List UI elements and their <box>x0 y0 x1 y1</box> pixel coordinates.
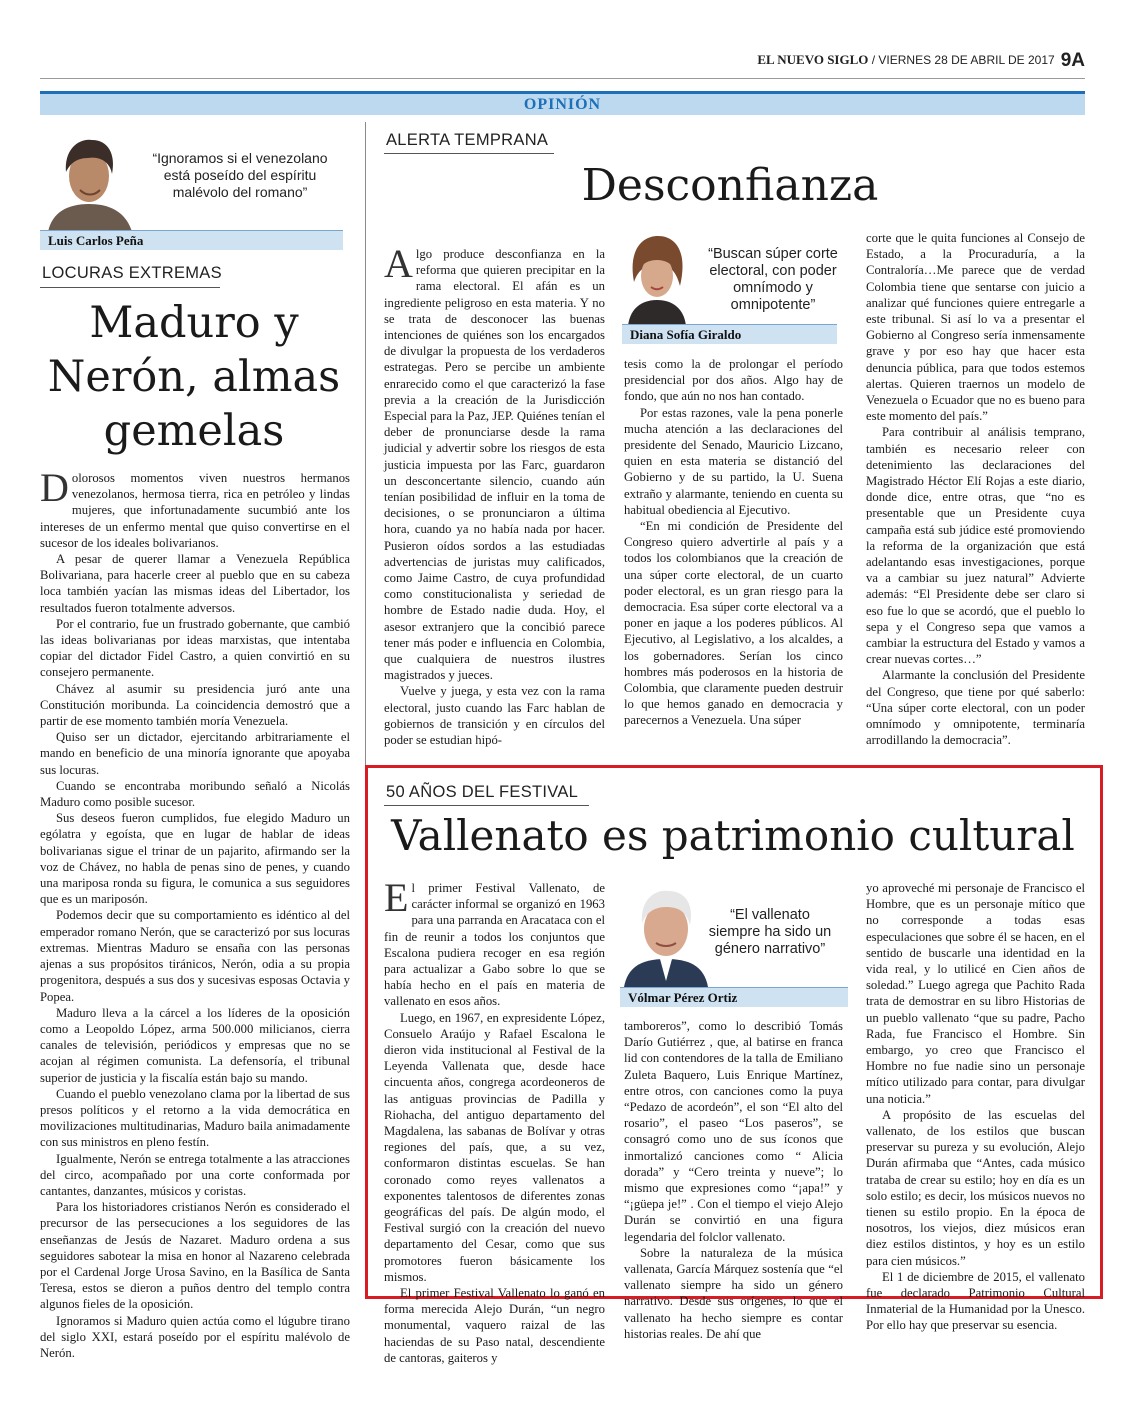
paragraph: Cuando se encontraba moribundo señaló a Nicolás Maduro como posible sucesor. <box>40 778 350 810</box>
paragraph: “En mi condición de Presidente del Congreso quiero advertirle al país y a todos los colombianos que la creación de una súper corte electoral, de un cuarto poder electoral, es un gran riesgo para la democracia. Esa súper corte electoral va a poner en jaque a los poderes públicos. Al Ejecutivo, al Legislativo, a los alcaldes, a los gobernadores. Serían los cinco hombres más poderosos en la historia de Colombia, que claramente pueden destruir lo que hemos ganado en democracia y parecernos a Venezuela. Una súper <box>624 519 843 728</box>
paragraph: A pesar de querer llamar a Venezuela República Bolivariana, para hacerle creer al pueblo que en su cabeza loca también yacían las mismas ideas del Libertador, los resultados fueron totalmente adversos. <box>40 552 350 615</box>
paragraph: Algo produce desconfianza en la reforma que quieren precipitar en la rama electoral. El afán es un ingrediente peligroso en esta materia. Y no se trata de desconocer las buenas intenciones de quiénes son los encargados de divulgar la propuesta de los verdaderos estrategas. Pero se percibe un ambiente enrarecido como el que caracterizó la fase previa a la creación de la Jurisdicción Especial para la Paz, JEP. Quiénes tenían el deber de pronunciarse desde la rama judicial y advertir sobre los riesgos de esta justicia impuesta por las Farc, guardaron un desconcertante silencio, cuando aún tenían posibilidad de influir en la toma de decisiones, o se pronunciaron a última hora, cuando ya no había nada por hacer. Pusieron oídos sordos a las estudiadas advertencias de juristas muy calificados, como Jaime Castro, de cuya profundidad como constitucionalista y seriedad de hombre de Estado nadie duda. Hoy, el asesor extranjero que la concibió parece tener más poder e influencia en Colombia, que cualquiera de nuestros ilustres magistrados y jueces. <box>384 241 605 683</box>
paragraph: Quiso ser un dictador, ejercitando arbitrariamente el mando en beneficio de una minoría ignorante que apoyaba sus locuras. <box>40 730 350 777</box>
page-number: 9A <box>1060 50 1085 71</box>
paragraph: Vuelve y juega, y esta vez con la rama electoral, justo cuando las Farc hablan de gobiernos de transición y en círculos del poder se estudian hipó- <box>384 684 605 748</box>
paragraph: Cuando el pueblo venezolano clama por la libertad de sus presos políticos y el retorno a la vida democrática en movilizaciones multitudinarias, Maduro baila animadamente con sus ministros en pleno festín. <box>40 1086 350 1150</box>
paragraph: corte que le quita funciones al Consejo de Estado, a la Procuraduría, a la Contraloría…Me parece que de verdad Colombia tiene que sentarse con juicio a analizar qué funciones quiere entregarle a este tribunal. Si así lo va a presentar el Gobierno al Congreso sería inmensamente grave y por eso hay que hacer esta denuncia pública, para que todos estemos alertas. Quieren traernos un modelo de Venezuela o Ecuador que no es bueno para este momento del país.” <box>866 231 1085 424</box>
kicker-underline <box>40 287 220 288</box>
article-body-bottom-col3 <box>866 880 1085 1333</box>
paragraph: Ignoramos si Maduro quien actúa como el lúgubre tirano del siglo XXI, estará poseído por el espíritu malévolo de Nerón. <box>40 1313 350 1360</box>
paragraph: Para los historiadores cristianos Nerón es considerado el precursor de las persecuciones a los seguidores de las enseñanzas de Jesús de Nazaret. Maduro ordena a sus seguidores sabotear la misa en honor al Nazareno celebrada por el Cardenal Jorge Urosa Savino, en la Basílica de Santa Teresa, estos se dieron a puños dentro del templo contra algunos fieles de la oposición. <box>40 1200 350 1312</box>
paragraph: Igualmente, Nerón se entrega totalmente a las atracciones del circo, acompañado por una corte conformada por cantantes, danzantes, músicos y coristas. <box>40 1151 350 1198</box>
paragraph: A propósito de las escuelas del vallenato, de los estilos que buscan preservar su pureza y su evolución, Alejo Durán afirmaba que “Antes, cada músico trataba de crear su estilo; hoy en día es un solo estilo; es decir, los músicos nuevos no tienen su estilo propio. En la época de nosotros, los viejos, diez músicos eran diez estilos distintos, y hoy es un estilo para cien músicos.” <box>866 1107 1085 1268</box>
paragraph: Dolorosos momentos viven nuestros hermanos venezolanos, hermosa tierra, rica en petróleo y lindas mujeres, que infortunadamente sucumbió ante los intereses de un enfermo mental que quiso convertirse en el sucesor de los ideales bolivarianos. <box>40 465 350 550</box>
author-photo-volmar <box>620 885 712 987</box>
kicker-left: LOCURAS EXTREMAS <box>42 264 222 282</box>
article-body-top-col2 <box>624 356 843 746</box>
paragraph: Sobre la naturaleza de la música vallenata, García Márquez sostenía que “el vallenato siempre ha sido un género narrativo. Desde sus orígenes, lo que el vallenato ha hecho siempre es contar historias reales. De ahí que <box>624 1245 843 1341</box>
header-rule <box>40 78 1085 79</box>
paragraph: Alarmante la conclusión del Presidente del Congreso, que tiene por qué saberlo: “Una súper corte electoral, con un poder omnímodo y omnipotente, terminaría arrodillando la democracia”. <box>866 668 1085 748</box>
paragraph: yo aproveché mi personaje de Francisco el Hombre, que es un personaje mítico que no corresponde a todas esas especulaciones que sobre él se hacen, en el sentido de buscarle una identidad en la vida real, y lo utilicé en Cien años de soledad.” Luego agrega que Pachito Rada trata de demostrar en su libro Historias de un pueblo vallenato “que su padre, Pacho Rada, fue Francisco el Hombre. Sin embargo, yo creo que Francisco el Hombre no fue nadie sino un personaje mítico utilizado para contar, para divulgar una noticia.” <box>866 881 1085 1106</box>
paragraph: Sus deseos fueron cumplidos, fue elegido Maduro un ególatra y egoísta, que en lugar de hablar de ideas bolivarianas sigue el trinar de un pajarito, afirmando ser la voz de Chávez, no habla de penas sino de penes, y cuando una mariposa ronda su figura, le comunica a sus seguidores que es un mariposón. <box>40 811 350 907</box>
paragraph: Chávez al asumir su presidencia juró ante una Constitución moribunda. La coincidencia demostró que a partir de ese momento también moría Venezuela. <box>40 681 350 729</box>
paragraph: Podemos decir que su comportamiento es idéntico al del emperador romano Nerón, que se caracterizó por sus locuras extremas. Mientras Maduro se ensaña con las personas ajenas a sus propósitos tiránicos, Nerón, odia a su propia progenitora, después a sus dos y sucesivas esposas Octavia y Popea. <box>40 908 350 1004</box>
drop-cap: E <box>384 875 409 920</box>
article-body-top-col1 <box>384 241 605 748</box>
author-byline-top: Diana Sofía Giraldo <box>622 324 837 344</box>
author-byline-bottom: Vólmar Pérez Ortiz <box>620 987 848 1007</box>
headline-top: Desconfianza <box>581 160 879 211</box>
drop-cap: A <box>384 241 413 286</box>
headline-left: Maduro y Nerón, almas gemelas <box>47 298 341 456</box>
author-photo-diana <box>622 230 692 326</box>
pull-quote-top: “Buscan súper corte electoral, con poder omnímodo y omnipotente” <box>708 246 838 313</box>
drop-cap: D <box>40 465 69 510</box>
section-title: OPINIÓN <box>40 91 1085 115</box>
issue-date: / VIERNES 28 DE ABRIL DE 2017 <box>868 53 1055 67</box>
masthead <box>40 50 1085 76</box>
paragraph: El 1 de diciembre de 2015, el vallenato fue declarado Patrimonio Cultural Inmaterial de la Humanidad por la Unesco. Por ello hay que preservar su esencia. <box>866 1269 1085 1333</box>
headline-bottom: Vallenato es patrimonio cultural <box>391 811 1075 860</box>
kicker-bottom: 50 AÑOS DEL FESTIVAL <box>386 783 579 801</box>
article-body-bottom-col2 <box>624 1018 843 1341</box>
paragraph: tesis como la de prolongar el período presidencial por dos años. Algo hay de fondo, que aún no nos han contado. <box>624 357 843 404</box>
kicker-underline <box>384 153 554 154</box>
pull-quote-bottom: “El vallenato siempre ha sido un género narrativo” <box>708 907 832 957</box>
kicker-top: ALERTA TEMPRANA <box>386 131 549 149</box>
pull-quote-left: “Ignoramos si el venezolano está poseído del espíritu malévolo del romano” <box>152 150 328 200</box>
paragraph: Por el contrario, fue un frustrado gobernante, que cambió las ideas bolivarianas por ideas marxistas, que intentaba copiar del dictador Fidel Castro, a quien convirtió en su consejero permanente. <box>40 616 350 680</box>
paragraph: Maduro lleva a la cárcel a los líderes de la oposición como a Leopoldo López, arma 500.000 milicianos, cierra canales de televisión, periódicos y empresas que no se acojan al régimen comunista. La defensoría, el tribunal superior de justicia y la fiscalía están bajo su mando. <box>40 1005 350 1085</box>
paragraph: Luego, en 1967, en expresidente López, Consuelo Araújo y Rafael Escalona le dieron vida institucional al Festival de la Leyenda Vallenata que, desde hace cincuenta años, congrega acordeoneros de las antiguas provincias de Padilla y Riohacha, del antiguo departamento del Magdalena, las sabanas de Bolívar y otras regiones del país, que, a su vez, conformaron distintas escuelas. Se han coronado como reyes vallenatos a exponentes talentosos de diferentes zonas geográficas del país. De algún modo, el Festival surgió con la creación del nuevo departamento del Cesar, como que sus promotores fueron básicamente los mismos. <box>384 1010 605 1284</box>
article-body-bottom-col1 <box>384 875 605 1365</box>
paragraph: El primer Festival Vallenato lo ganó en forma merecida Alejo Durán, “un negro monumental, vaquero raizal de las haciendas de su Paso natal, descendiente de cantoras, gaiteros y <box>384 1286 605 1365</box>
paragraph: Por estas razones, vale la pena ponerle mucha atención a las declaraciones del presidente del Senado, Mauricio Lizcano, quien en esta materia se distanció del Gobierno y de su partido, la U. Suena extraño y alarmante, teniendo en cuenta su habitual obediencia al Ejecutivo. <box>624 405 843 517</box>
author-byline-left: Luis Carlos Peña <box>40 230 343 250</box>
article-body-left <box>40 465 350 1360</box>
paragraph: tamboreros”, como lo describió Tomás Darío Gutiérrez , que, al batirse en franca lid con contendores de la talla de Emiliano Zuleta Baquero, Luis Enrique Martínez, entre otros, con canciones como la puya “Pedazo de acordeón”, el son “El alto del rosario”, el paseo “Los paseros”, se consagró como uno de sus íconos que inmortalizó canciones como “ Alicia dorada” y “Cero treinta y nueve”; lo mismo que expresiones como “¡apa!” y “¡güepa je!” . Con el tiempo el viejo Alejo Durán se convirtió en una figura legendaria del folclor vallenato. <box>624 1019 843 1244</box>
paragraph: Para contribuir al análisis temprano, también es necesario releer con detenimiento las declaraciones del Magistrado Héctor Elí Rojas a este diario, donde dice, entre otras, que “no es presentable que un Presidente cuya campaña está sub júdice esté promoviendo la reforma de la organización que está adelantando esas investigaciones, porque va a cambiar su juez natural” Advierte además: “El Presidente debe ser claro si eso fue lo que se acordó, que el pueblo lo sepa y el Congreso sepa que vamos a cambiar la estructura del Estado y vamos a crear nuevas cortes…” <box>866 425 1085 667</box>
author-photo-luis <box>40 132 138 232</box>
newspaper-name: EL NUEVO SIGLO <box>757 52 869 67</box>
article-body-top-col3 <box>866 230 1085 746</box>
paragraph: El primer Festival Vallenato, de carácter informal se organizó en 1963 para una parranda en Aracataca con el fin de reunir a todos los conjuntos que Escalona pudiera recoger en esa región para actualizar a Gabo sobre lo que se había hecho en el país en materia de vallenato en esos años. <box>384 875 605 1009</box>
